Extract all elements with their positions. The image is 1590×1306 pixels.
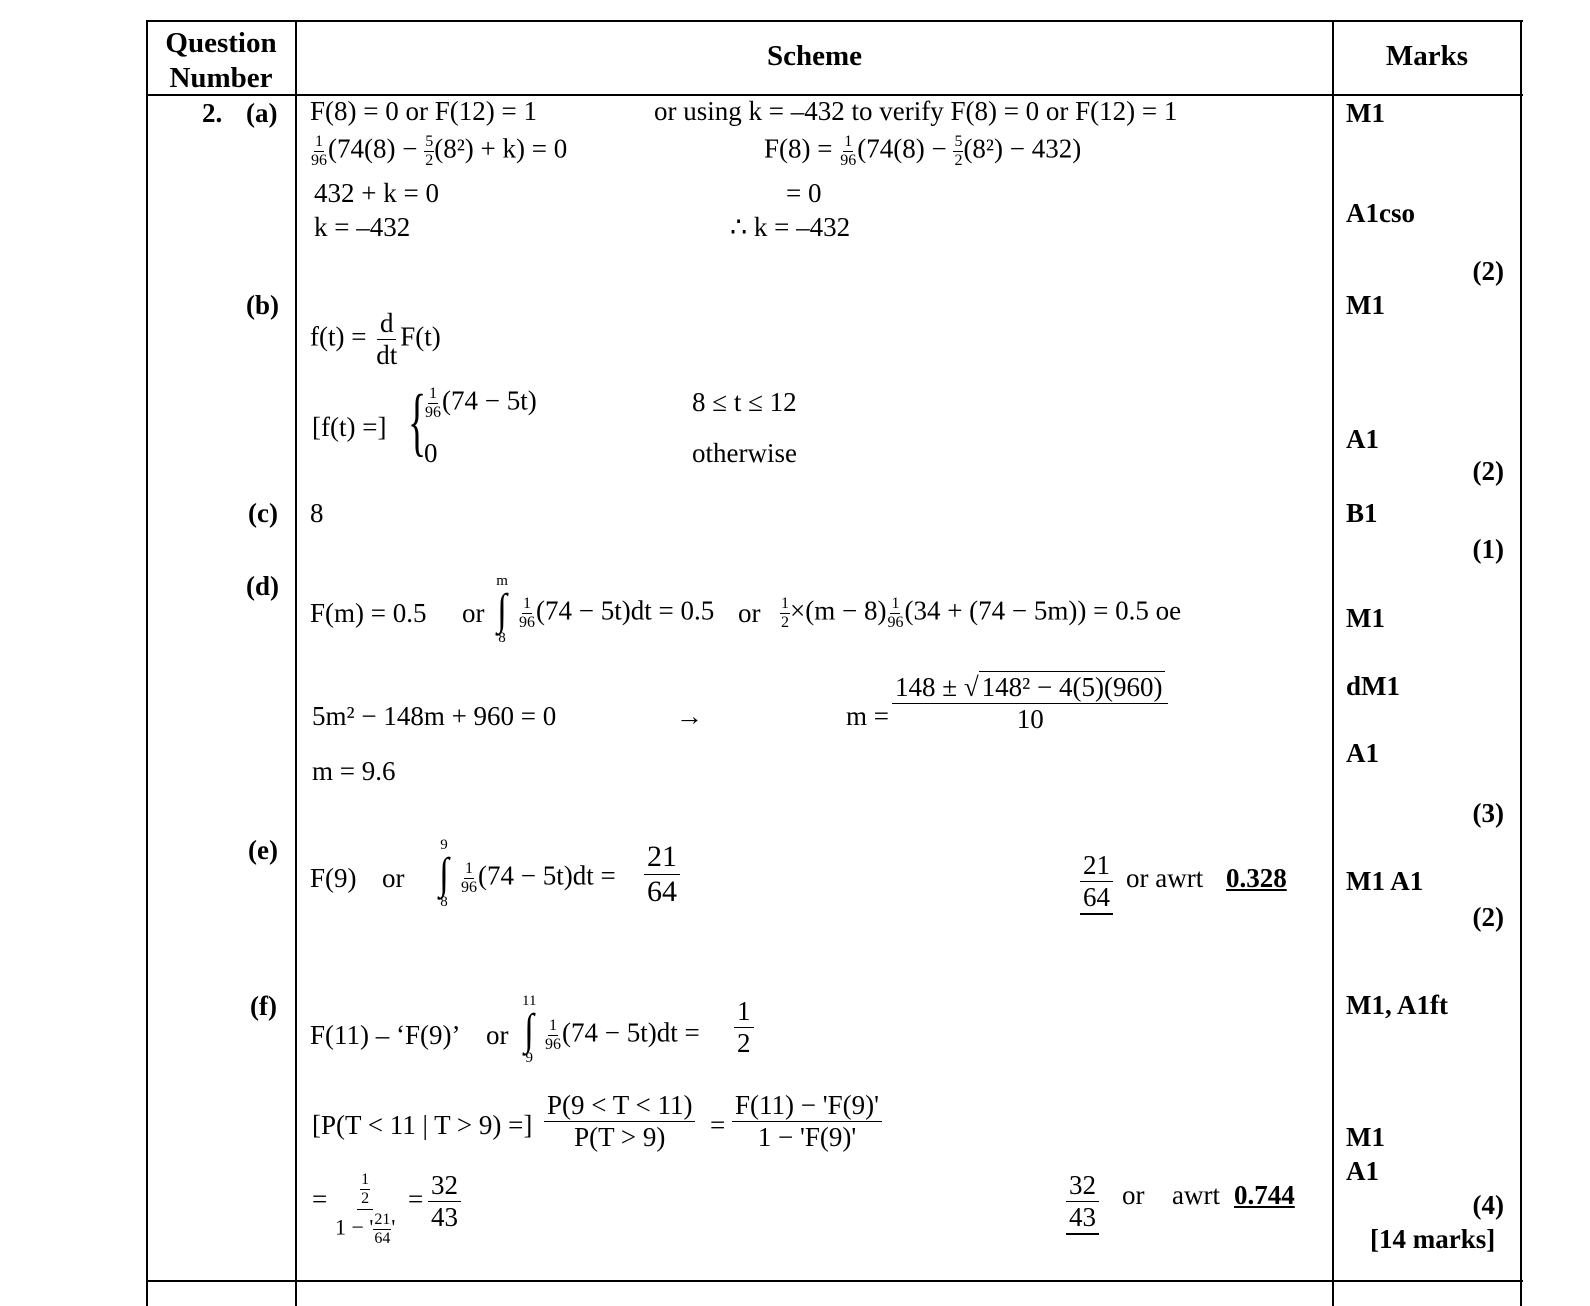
mark-grand-total: [14 marks] [1370,1224,1496,1254]
e-awrt-value: 0.328 [1226,863,1287,893]
a-alt-line3: = 0 [786,178,822,208]
e-integrand: $\frac{1}{96}$ (74 − 5t)dt = [461,860,616,896]
d-arrow: → [676,701,703,731]
b-cond2: otherwise [692,438,797,468]
b-case2: 0 [424,438,438,468]
a-alt-line4: ∴ k = –432 [730,212,851,242]
b-derivative: f(t) = $\frac{d}{dt}$ F(t) [310,308,441,370]
f-line1: F(11) – ‘F(9)’ [310,1020,461,1050]
mark-b-total: (2) [1472,456,1504,486]
f-nested-fraction: $\frac{1}{2}$ 1 − ' $\frac{21}{64}$ ' [335,1171,396,1247]
f-half: $\frac{1}{2}$ [734,998,754,1057]
mark-c-B1: B1 [1346,498,1378,528]
e-fraction: $\frac{21}{64}$ [644,842,680,907]
f-cdf-ratio: $\frac{F(11) - 'F(9)'}{1 - 'F(9)'}$ [732,1092,882,1151]
header-question-number: Question Number [165,27,277,94]
d-integral: m ∫ 8 [496,573,508,646]
f-prob-ratio: $\frac{P(9 < T < 11)}{P(T > 9)}$ [544,1092,695,1151]
table-border-top [146,20,1523,22]
mark-a-A1cso: A1cso [1346,198,1415,228]
f-conditional: [P(T < 11 | T > 9) =] [312,1110,533,1140]
d-result: m = 9.6 [312,756,396,786]
column-divider-1 [295,20,297,1306]
mark-f-M1: M1 [1346,1122,1385,1152]
f-eq-3: = [408,1184,424,1214]
a-line2: $\frac{1}{96}$ (74(8) − $\frac{5}{2}$ (8²) + k) = 0 [311,133,568,169]
mark-a-M1: M1 [1346,98,1385,128]
e-answer-fraction: $\frac{21}{64}$ [1080,852,1113,915]
header-marks: Marks [1385,40,1469,72]
mark-b-A1: A1 [1346,424,1379,454]
f-awrt-value: 0.744 [1234,1180,1295,1210]
mark-f-A1: A1 [1346,1156,1379,1186]
mark-b-M1: M1 [1346,290,1385,320]
part-label-c: (c) [248,498,278,528]
d-line1: F(m) = 0.5 [310,598,427,628]
d-or: or [462,598,485,628]
e-integral: 9 ∫ 8 [439,837,449,910]
part-label-a: (a) [246,98,278,128]
e-f9: F(9) [310,863,357,893]
f-eq: = [710,1110,726,1140]
d-or-2: or [738,598,761,628]
e-or-awrt: or awrt [1126,863,1204,893]
mark-e-M1A1: M1 A1 [1346,866,1424,896]
mark-f-total: (4) [1472,1190,1504,1220]
question-number: 2. [202,98,223,128]
part-label-d: (d) [246,571,279,601]
mark-c-total: (1) [1472,534,1504,564]
column-divider-2 [1332,20,1334,1306]
f-eq-2: = [312,1184,328,1214]
f-fraction: $\frac{32}{43}$ [428,1172,461,1231]
c-answer: 8 [310,498,324,528]
f-awrt: awrt [1172,1180,1220,1210]
mark-a-total: (2) [1472,256,1504,286]
part-label-f: (f) [250,991,277,1021]
b-cond1: 8 ≤ t ≤ 12 [692,387,797,417]
a-line4: k = –432 [314,212,411,242]
a-alt-line1: or using k = –432 to verify F(8) = 0 or F(12) = 1 [654,96,1178,126]
a-line3: 432 + k = 0 [314,178,439,208]
d-quadratic: 5m² − 148m + 960 = 0 [312,701,557,731]
d-alt: $\frac{1}{2}$ ×(m − 8) $\frac{1}{96}$ (34 + (74 − 5m)) = 0.5 oe [781,595,1182,631]
f-integral: 11 ∫ 9 [522,993,537,1066]
f-or: or [486,1020,509,1050]
table-border-bottom [146,1280,1523,1282]
table-border-left [146,20,148,1306]
part-label-e: (e) [248,835,278,865]
f-integrand: $\frac{1}{96}$ (74 − 5t)dt = [545,1017,700,1053]
d-integrand: $\frac{1}{96}$ (74 − 5t)dt = 0.5 [519,595,715,631]
mark-d-total: (3) [1472,798,1504,828]
f-or-2: or [1122,1180,1145,1210]
mark-f-M1A1ft: M1, A1ft [1346,990,1448,1020]
a-line1: F(8) = 0 or F(12) = 1 [310,96,537,126]
b-brace: { [408,380,427,464]
mark-d-A1: A1 [1346,738,1379,768]
b-pdf-label: [f(t) =] [312,412,387,442]
d-formula: $\frac{\text{148 ± √ 148² − 4(5)(960)}}{10}$ [892,674,1168,733]
mark-e-total: (2) [1472,902,1504,932]
part-label-b: (b) [246,290,279,320]
header-scheme: Scheme [766,40,863,72]
table-border-right [1520,20,1522,1306]
d-m-eq: m = [846,701,889,731]
mark-d-dM1: dM1 [1346,671,1400,701]
e-or: or [382,863,405,893]
b-case1: $\frac{1}{96}$ (74 − 5t) [425,385,537,421]
mark-d-M1: M1 [1346,603,1385,633]
a-alt-line2: F(8) = $\frac{1}{96}$ (74(8) − $\frac{5}{2}$ (8²) − 432) [764,133,1082,169]
f-answer-fraction: $\frac{32}{43}$ [1066,1172,1099,1235]
